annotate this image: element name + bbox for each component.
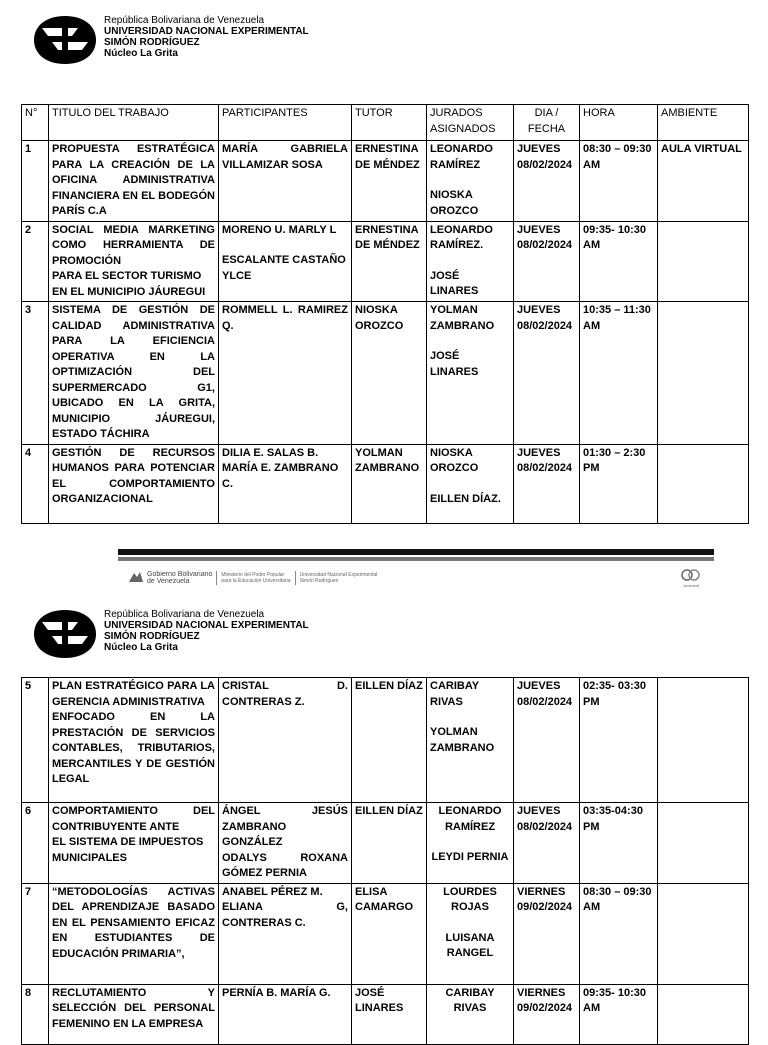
table-header-row	[22, 105, 749, 141]
row-participant	[219, 221, 352, 302]
title-part: ENFOCADO EN LA PRESTACIÓN DE SERVICIOS CONTABLES, TRIBUTARIOS, MERCANTILES Y DE GESTIÓN LEGAL	[52, 711, 215, 785]
participant: MORENO U. MARLY L	[222, 223, 337, 236]
row-date	[514, 444, 580, 523]
row-jury	[427, 141, 514, 222]
row-date	[514, 883, 580, 984]
participant: DILIA E. SALAS B.	[222, 446, 319, 459]
table-row	[22, 883, 749, 984]
row-tutor: ERNESTINA DE MÉNDEZ	[352, 221, 427, 302]
jury-member: CARIBAY RIVAS	[445, 986, 495, 1014]
row-number: 8	[22, 984, 49, 1044]
header-name: SIMÓN RODRÍGUEZ	[104, 631, 200, 642]
ministry-line1: Ministerio del Poder Popular	[221, 572, 285, 578]
col-header-tutor: TUTOR	[352, 105, 427, 141]
header-country: República Bolivariana de Venezuela	[104, 609, 265, 620]
row-number: 5	[22, 678, 49, 803]
row-number: 3	[22, 302, 49, 445]
row-tutor: ELISA CAMARGO	[352, 883, 427, 984]
jury-member: JOSÉ LINARES	[430, 269, 479, 297]
row-time: 08:30 – 09:30 AM	[580, 883, 658, 984]
row-tutor: ERNESTINA DE MÉNDEZ	[352, 141, 427, 222]
youth-logo	[680, 568, 702, 588]
jury-member: LEYDI PERNIA	[431, 851, 509, 863]
row-fecha: 08/02/2024	[517, 319, 573, 332]
row-day: JUEVES	[517, 680, 561, 692]
row-date	[514, 141, 580, 222]
participant: ÁNGEL JESÚS ZAMBRANO GONZÁLEZ	[222, 805, 348, 848]
jury-member: NIOSKA OROZCO	[430, 446, 479, 474]
title-part: PARA EL SECTOR TURISMO EN EL MUNICIPIO JÁUREGUI	[52, 270, 206, 298]
ministry-line2: para la Educación Universitaria	[221, 578, 291, 584]
title-part: EL SISTEMA DE IMPUESTOS MUNICIPALES	[52, 836, 204, 864]
col-header-room: AMBIENTE	[658, 105, 749, 141]
row-time: 03:35-04:30 PM	[580, 803, 658, 884]
jury-member: CARIBAY RIVAS	[430, 680, 479, 708]
row-day: JUEVES	[517, 223, 561, 236]
row-time: 10:35 – 11:30 AM	[580, 302, 658, 445]
row-day: JUEVES	[517, 143, 561, 155]
row-time: 09:35- 10:30 AM	[580, 221, 658, 302]
jury-member: EILLEN DÍAZ.	[430, 492, 501, 505]
row-tutor: EILLEN DÍAZ	[352, 803, 427, 884]
row-number: 7	[22, 883, 49, 984]
col-header-number: N°	[22, 105, 49, 141]
jury-member: LEONARDO RAMÍREZ	[438, 805, 502, 833]
university-header	[32, 608, 309, 660]
row-room	[658, 221, 749, 302]
jury-member: JOSÉ LINARES	[430, 350, 479, 378]
row-time: 01:30 – 2:30 PM	[580, 444, 658, 523]
table-row	[22, 803, 749, 884]
university-footer-text	[300, 572, 378, 584]
row-tutor: NIOSKA OROZCO	[352, 302, 427, 445]
row-room	[658, 678, 749, 803]
table-row	[22, 221, 749, 302]
row-tutor: EILLEN DÍAZ	[352, 678, 427, 803]
schedule-table-2	[21, 677, 749, 1045]
university-footer-line1: Universidad Nacional Experimental	[299, 572, 378, 578]
row-room	[658, 803, 749, 884]
page-footer	[118, 549, 714, 588]
row-room	[658, 984, 749, 1044]
col-header-participants: PARTICIPANTES	[219, 105, 352, 141]
row-participant: MARÍA GABRIELA VILLAMIZAR SOSA	[219, 141, 352, 222]
government-line1: Gobierno Bolivariano	[147, 571, 213, 578]
row-jury	[427, 984, 514, 1044]
row-time: 09:35- 10:30 AM	[580, 984, 658, 1044]
row-jury	[427, 883, 514, 984]
row-jury	[427, 302, 514, 445]
university-logo	[32, 608, 98, 660]
row-jury	[427, 678, 514, 803]
jury-member: YOLMAN ZAMBRANO	[430, 304, 495, 332]
header-university: UNIVERSIDAD NACIONAL EXPERIMENTAL	[104, 26, 309, 37]
header-name: SIMÓN RODRÍGUEZ	[104, 37, 200, 48]
row-title	[49, 803, 219, 884]
row-fecha: 08/02/2024	[517, 695, 573, 708]
jury-member: YOLMAN ZAMBRANO	[430, 726, 495, 754]
title-part: PLAN ESTRATÉGICO PARA LA GERENCIA ADMINISTRATIVA	[52, 680, 215, 708]
row-tutor: YOLMAN ZAMBRANO	[352, 444, 427, 523]
row-jury	[427, 444, 514, 523]
col-header-time: HORA	[580, 105, 658, 141]
row-title: GESTIÓN DE RECURSOS HUMANOS PARA POTENCIAR EL COMPORTAMIENTO ORGANIZACIONAL	[49, 444, 219, 523]
table-row	[22, 984, 749, 1044]
participant: ELIANA G, CONTRERAS C.	[222, 901, 348, 929]
row-day: JUEVES	[517, 446, 561, 459]
row-fecha: 08/02/2024	[517, 820, 573, 833]
row-day: VIERNES	[517, 885, 566, 898]
header-text	[104, 609, 309, 653]
row-date	[514, 678, 580, 803]
participant: MARÍA E. ZAMBRANO C.	[222, 462, 339, 490]
col-header-jury: JURADOS ASIGNADOS	[427, 105, 514, 141]
row-time: 02:35- 03:30 PM	[580, 678, 658, 803]
title-part: COMPORTAMIENTO DEL CONTRIBUYENTE ANTE	[52, 805, 215, 833]
row-number: 1	[22, 141, 49, 222]
youth-logo-icon	[680, 568, 702, 582]
row-number: 6	[22, 803, 49, 884]
header-campus: Núcleo La Grita	[104, 642, 178, 653]
government-logo-icon	[128, 571, 144, 585]
table-row	[22, 141, 749, 222]
row-fecha: 08/02/2024	[517, 158, 573, 171]
row-time: 08:30 – 09:30 AM	[580, 141, 658, 222]
ministry-text	[221, 572, 290, 584]
header-country: República Bolivariana de Venezuela	[104, 15, 265, 26]
row-date	[514, 984, 580, 1044]
header-university: UNIVERSIDAD NACIONAL EXPERIMENTAL	[104, 620, 309, 631]
row-room	[658, 444, 749, 523]
row-participant: PERNÍA B. MARÍA G.	[219, 984, 352, 1044]
footer-bar-gray	[118, 557, 714, 561]
row-title: PROPUESTA ESTRATÉGICA PARA LA CREACIÓN DE LA OFICINA ADMINISTRATIVA FINANCIERA EN EL BODEGÓN PARÍS C.A	[49, 141, 219, 222]
university-logo	[32, 14, 98, 66]
table-row	[22, 678, 749, 803]
participant: ANABEL PÉREZ M.	[222, 885, 323, 898]
jury-member: NIOSKA OROZCO	[430, 189, 479, 217]
jury-member: LOURDES ROJAS	[443, 885, 497, 913]
schedule-table-1	[21, 104, 749, 524]
row-title	[49, 221, 219, 302]
row-participant	[219, 883, 352, 984]
jury-member: LEONARDO RAMÍREZ.	[430, 223, 493, 251]
footer-logos	[118, 568, 714, 588]
row-day: JUEVES	[517, 304, 561, 316]
footer-divider	[295, 571, 296, 585]
row-jury	[427, 221, 514, 302]
row-title	[49, 678, 219, 803]
col-header-date: DIA / FECHA	[514, 105, 580, 141]
government-line2: de Venezuela	[147, 578, 190, 585]
row-title: SISTEMA DE GESTIÓN DE CALIDAD ADMINISTRATIVA PARA LA EFICIENCIA OPERATIVA EN LA OPTIMIZACIÓN DEL SUPERMERCADO G1, UBICADO EN LA GRITA, MUNICIPIO JÁUREGUI, ESTADO TÁCHIRA	[49, 302, 219, 445]
university-header	[32, 14, 309, 66]
row-participant: ROMMELL L. RAMIREZ Q.	[219, 302, 352, 445]
row-title: RECLUTAMIENTO Y SELECCIÓN DEL PERSONAL FEMENINO EN LA EMPRESA	[49, 984, 219, 1044]
university-footer-line2: Simón Rodríguez	[299, 578, 339, 584]
row-room	[658, 883, 749, 984]
row-day: JUEVES	[517, 805, 561, 817]
participant: ESCALANTE CASTAÑO YLCE	[222, 254, 346, 282]
row-date	[514, 221, 580, 302]
row-number: 4	[22, 444, 49, 523]
col-header-title: TITULO DEL TRABAJO	[49, 105, 219, 141]
row-date	[514, 302, 580, 445]
footer-divider	[216, 571, 217, 585]
government-text	[147, 571, 212, 585]
row-number: 2	[22, 221, 49, 302]
row-title: “METODOLOGÍAS ACTIVAS DEL APRENDIZAJE BASADO EN EL PENSAMIENTO EFICAZ EN ESTUDIANTES DE EDUCACIÓN PRIMARIA”,	[49, 883, 219, 984]
header-campus: Núcleo La Grita	[104, 48, 178, 59]
row-participant	[219, 803, 352, 884]
header-text	[104, 15, 309, 59]
row-day: VIERNES	[517, 986, 566, 999]
row-fecha: 08/02/2024	[517, 462, 573, 474]
row-fecha: 09/02/2024	[517, 901, 573, 913]
footer-bar	[118, 549, 714, 555]
jury-member: LEONARDO RAMÍREZ	[430, 143, 493, 171]
row-date	[514, 803, 580, 884]
row-participant	[219, 444, 352, 523]
youth-logo-text: Juventud	[682, 583, 700, 588]
participant: ODALYS ROXANA GÓMEZ PERNIA	[222, 851, 348, 879]
title-part: SOCIAL MEDIA MARKETING COMO HERRAMIENTA DE PROMOCIÓN	[52, 223, 215, 267]
jury-member: LUISANA RANGEL	[445, 931, 495, 959]
row-room: AULA VIRTUAL	[658, 141, 749, 222]
row-participant: CRISTAL D. CONTRERAS Z.	[219, 678, 352, 803]
row-jury	[427, 803, 514, 884]
row-fecha: 09/02/2024	[517, 1002, 573, 1014]
table-row	[22, 302, 749, 445]
row-fecha: 08/02/2024	[517, 239, 573, 251]
table-row	[22, 444, 749, 523]
row-room	[658, 302, 749, 445]
row-tutor: JOSÉ LINARES	[352, 984, 427, 1044]
